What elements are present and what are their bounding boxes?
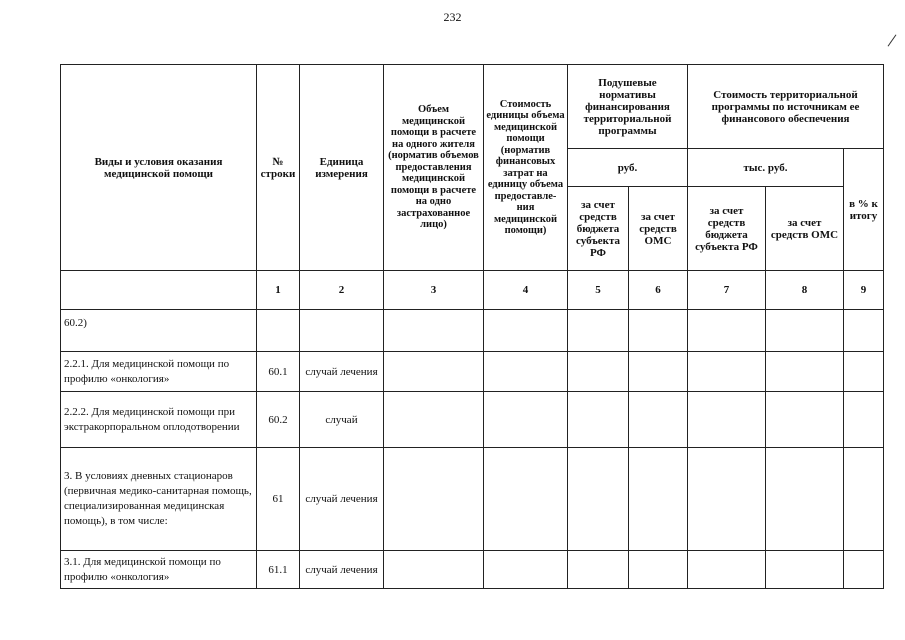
row-number [257, 310, 300, 352]
row-name: 2.2.1. Для медицинской помощи по профилю «онкология» [61, 352, 257, 392]
row-unit: случай лечения [300, 551, 384, 589]
table-row [61, 352, 884, 392]
cell [844, 352, 884, 392]
cell [844, 310, 884, 352]
row-name: 2.2.2. Для медицинской помощи при экстракорпоральном оплодотворении [61, 392, 257, 448]
row-number: 60.1 [257, 352, 300, 392]
column-number: 8 [766, 271, 844, 310]
cell [384, 392, 484, 448]
row-number: 61 [257, 448, 300, 551]
cell [844, 448, 884, 551]
cell [629, 352, 688, 392]
cell [568, 352, 629, 392]
header-per-capita: Подушевые нормативы финансирования территориальной программы [568, 65, 688, 149]
header-budget-2: за счет средств бюджета субъекта РФ [688, 187, 766, 271]
header-oms-2: за счет средств ОМС [766, 187, 844, 271]
row-number: 61.1 [257, 551, 300, 589]
cell [568, 392, 629, 448]
table-row [61, 551, 884, 589]
cell [766, 352, 844, 392]
cell [629, 448, 688, 551]
row-unit: случай лечения [300, 448, 384, 551]
cell [484, 352, 568, 392]
page-number: 232 [443, 10, 462, 24]
header-oms: за счет средств ОМС [629, 187, 688, 271]
cell [484, 310, 568, 352]
cell [568, 310, 629, 352]
table-row [61, 392, 884, 448]
row-name: 60.2) [61, 310, 257, 352]
header-program-cost: Стоимость территориальной программы по источникам ее финансового обеспечения [688, 65, 884, 149]
header-unit: Единица измерения [300, 65, 384, 271]
header-name: Виды и условия оказания медицинской помощи [61, 65, 257, 271]
cell [688, 310, 766, 352]
header-cost: Стоимость единицы объема медицинской помощи (норматив финансовых затрат на единицу объема предоставле-ния медицинской помощи) [484, 65, 568, 271]
cell [484, 551, 568, 589]
header-unit-thousand-rub: тыс. руб. [688, 149, 844, 187]
cell [766, 551, 844, 589]
cell [568, 551, 629, 589]
cell [844, 392, 884, 448]
row-number: 60.2 [257, 392, 300, 448]
financing-table [60, 64, 884, 589]
cell [384, 310, 484, 352]
scan-mark [888, 34, 897, 46]
column-number: 7 [688, 271, 766, 310]
column-number: 1 [257, 271, 300, 310]
row-name: 3. В условиях дневных стационаров (первичная медико-санитарная помощь, специализированная медицинская помощь), в том числе: [61, 448, 257, 551]
row-unit: случай [300, 392, 384, 448]
cell [629, 551, 688, 589]
cell [484, 448, 568, 551]
cell [688, 551, 766, 589]
column-number: 3 [384, 271, 484, 310]
table-row [61, 310, 884, 352]
cell [384, 448, 484, 551]
row-unit: случай лечения [300, 352, 384, 392]
header-percent: в % к итогу [844, 149, 884, 271]
cell [844, 551, 884, 589]
row-unit [300, 310, 384, 352]
cell [629, 310, 688, 352]
header-row-no: № строки [257, 65, 300, 271]
cell [688, 352, 766, 392]
column-number: 6 [629, 271, 688, 310]
cell [629, 392, 688, 448]
header-volume: Объем медицинской помощи в расчете на одного жителя (норматив объемов предоставления медицинской помощи в расчете на одно застрахованное лицо) [384, 65, 484, 271]
cell [766, 448, 844, 551]
table-row [61, 448, 884, 551]
cell [688, 392, 766, 448]
cell [688, 448, 766, 551]
cell [766, 310, 844, 352]
cell [766, 392, 844, 448]
cell [384, 551, 484, 589]
column-number: 2 [300, 271, 384, 310]
column-number: 9 [844, 271, 884, 310]
cell [568, 448, 629, 551]
column-number: 4 [484, 271, 568, 310]
cell [384, 352, 484, 392]
header-budget: за счет средств бюджета субъекта РФ [568, 187, 629, 271]
row-name: 3.1. Для медицинской помощи по профилю «онкология» [61, 551, 257, 589]
cell [484, 392, 568, 448]
column-number: 5 [568, 271, 629, 310]
header-unit-rub: руб. [568, 149, 688, 187]
